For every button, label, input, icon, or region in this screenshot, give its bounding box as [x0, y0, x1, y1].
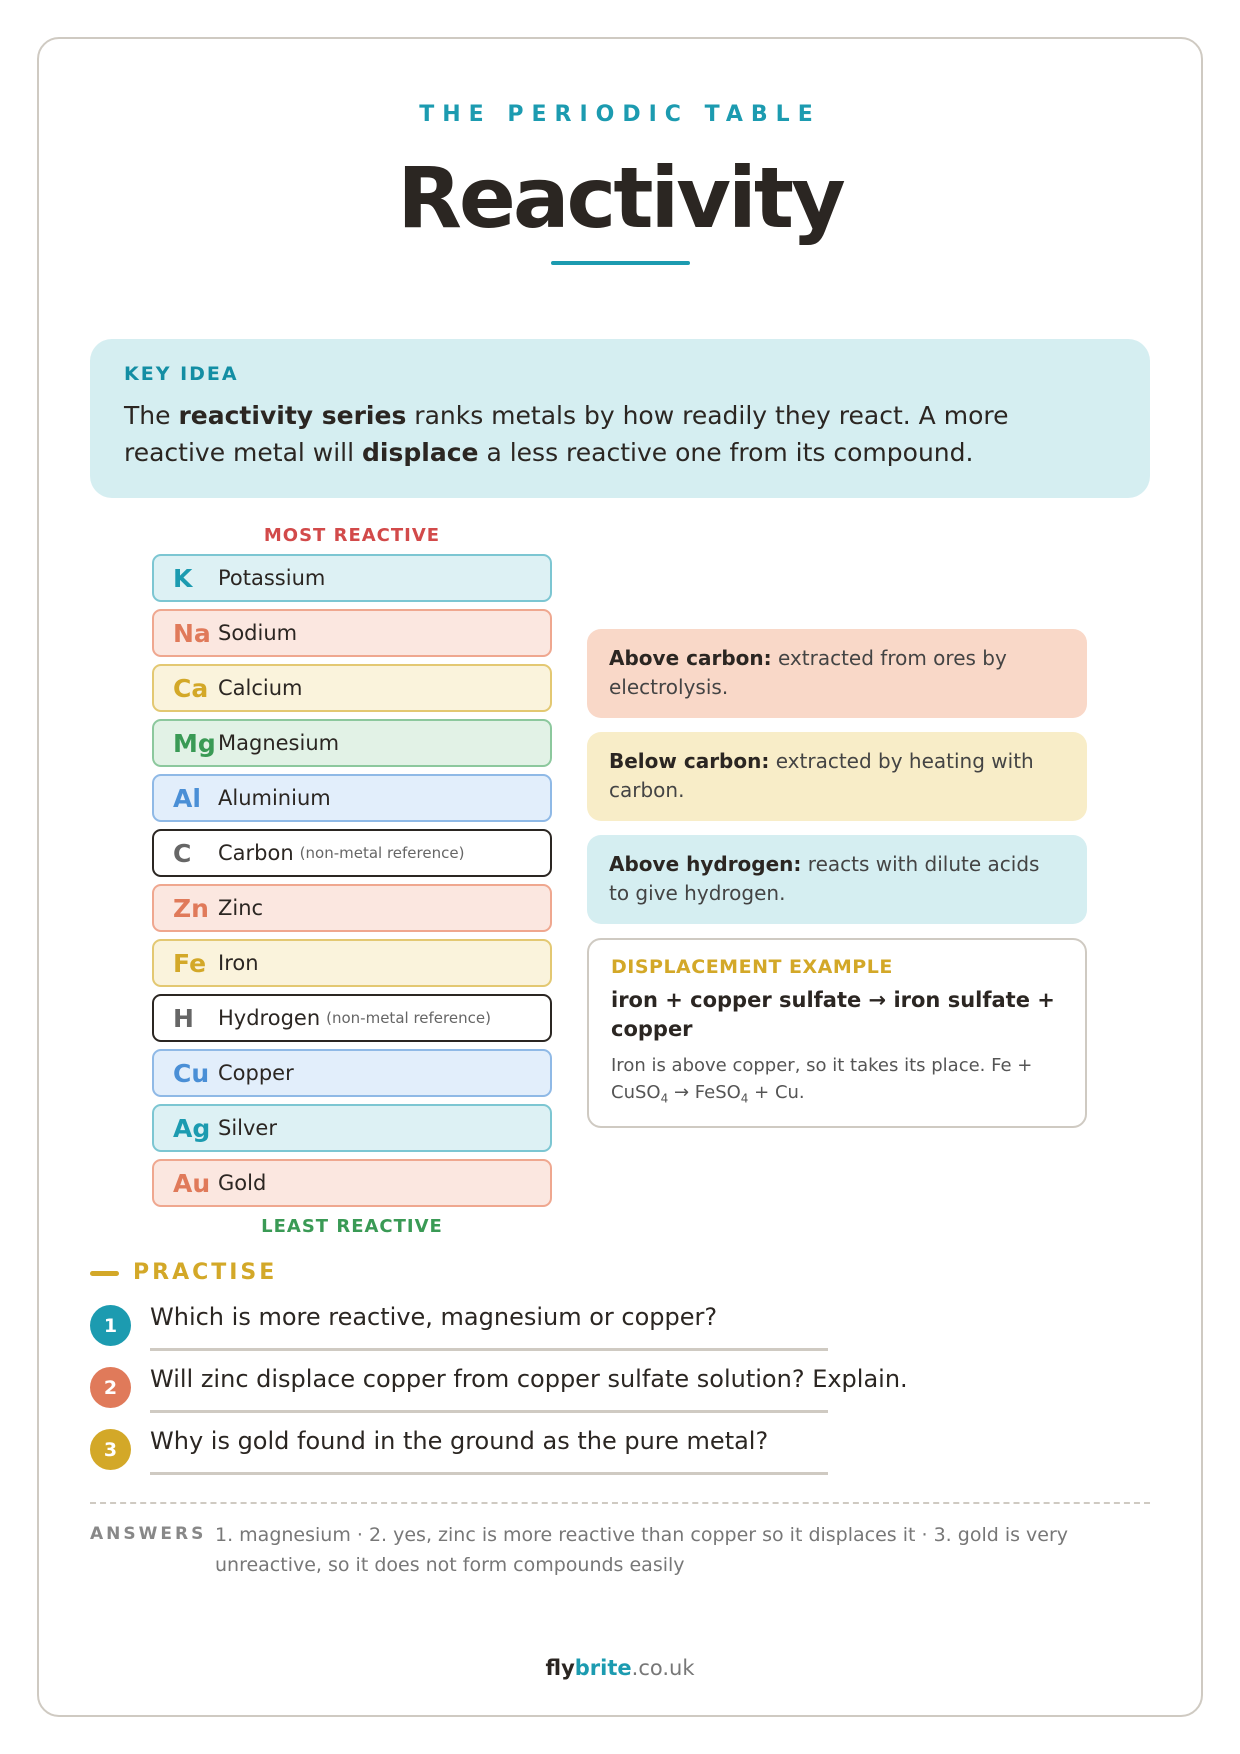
- explanation-text: + Cu.: [748, 1082, 805, 1103]
- series-row-silver: [152, 1104, 552, 1152]
- note-below-carbon: [587, 732, 1087, 821]
- displacement-explanation: [611, 1052, 1063, 1113]
- subscript: 4: [740, 1091, 749, 1106]
- question-number-badge: 2: [90, 1367, 131, 1408]
- answers-divider: [90, 1502, 1150, 1504]
- note-heading: Above carbon:: [609, 646, 772, 670]
- note-text: reacts with dilute acids to give hydrogen.: [609, 852, 1040, 905]
- explanation-text: Iron is above copper, so it takes its place. Fe + CuSO: [611, 1055, 1033, 1103]
- element-name: Silver: [218, 1116, 277, 1140]
- answers-label: ANSWERS: [90, 1524, 207, 1544]
- element-symbol: Fe: [173, 948, 207, 978]
- element-name: Aluminium: [218, 786, 331, 810]
- note-above-hydrogen: [587, 835, 1087, 924]
- least-reactive-label: LEAST REACTIVE: [261, 1216, 443, 1237]
- key-idea-box: [90, 339, 1150, 498]
- footer-brand: [0, 1656, 1240, 1680]
- element-symbol: H: [173, 1003, 194, 1033]
- series-row-carbon: [152, 829, 552, 877]
- series-row-aluminium: [152, 774, 552, 822]
- element-symbol: Mg: [173, 728, 216, 758]
- element-name: Potassium: [218, 566, 326, 590]
- element-symbol: Ag: [173, 1113, 211, 1143]
- element-name: Sodium: [218, 621, 298, 645]
- key-term-displace: displace: [362, 438, 479, 467]
- word-equation: iron + copper sulfate → iron sulfate + copper: [611, 988, 1055, 1041]
- element-note: (non-metal reference): [299, 844, 465, 862]
- title-underline: [551, 261, 690, 265]
- element-symbol: C: [173, 838, 192, 868]
- element-name: Carbon: [218, 841, 294, 865]
- element-symbol: Cu: [173, 1058, 210, 1088]
- answer-line[interactable]: [150, 1472, 828, 1475]
- series-row-iron: [152, 939, 552, 987]
- series-row-gold: [152, 1159, 552, 1207]
- question-text: Will zinc displace copper from copper sulfate solution? Explain.: [150, 1365, 908, 1393]
- element-symbol: Al: [173, 783, 201, 813]
- question-number-badge: 1: [90, 1305, 131, 1346]
- element-name: Hydrogen: [218, 1006, 321, 1030]
- most-reactive-label: MOST REACTIVE: [263, 525, 441, 546]
- element-name: Gold: [218, 1171, 267, 1195]
- note-text: extracted from ores by electrolysis.: [609, 646, 1007, 699]
- question-3: [90, 1424, 1150, 1482]
- answer-line[interactable]: [150, 1348, 828, 1351]
- question-1: [90, 1300, 1150, 1358]
- series-row-zinc: [152, 884, 552, 932]
- note-above-carbon: [587, 629, 1087, 718]
- element-symbol: Au: [173, 1168, 211, 1198]
- practise-accent-bar: [90, 1271, 119, 1276]
- element-name: Zinc: [218, 896, 264, 920]
- subscript: 4: [660, 1091, 669, 1106]
- element-name: Copper: [218, 1061, 294, 1085]
- key-idea-text: [124, 397, 1116, 471]
- question-text: Why is gold found in the ground as the pure metal?: [150, 1427, 769, 1455]
- question-number-badge: 3: [90, 1429, 131, 1470]
- series-row-sodium: [152, 609, 552, 657]
- element-note: (non-metal reference): [326, 1009, 491, 1027]
- displacement-label: DISPLACEMENT EXAMPLE: [611, 956, 893, 978]
- page-kicker: THE PERIODIC TABLE: [419, 102, 821, 127]
- element-symbol: Na: [173, 618, 211, 648]
- note-heading: Above hydrogen:: [609, 852, 802, 876]
- key-idea-text-part: ranks metals by how readily they react. A more reactive metal will: [124, 401, 1009, 467]
- note-text: extracted by heating with carbon.: [609, 749, 1034, 802]
- practise-heading: PRACTISE: [133, 1260, 278, 1285]
- page-title: Reactivity: [397, 149, 843, 247]
- note-heading: Below carbon:: [609, 749, 770, 773]
- explanation-text: → FeSO: [668, 1082, 741, 1103]
- series-row-calcium: [152, 664, 552, 712]
- element-name: Magnesium: [218, 731, 340, 755]
- series-row-copper: [152, 1049, 552, 1097]
- question-text: Which is more reactive, magnesium or copper?: [150, 1303, 718, 1331]
- key-term-reactivity-series: reactivity series: [178, 401, 407, 430]
- element-symbol: Zn: [173, 893, 209, 923]
- series-row-potassium: [152, 554, 552, 602]
- series-row-hydrogen: [152, 994, 552, 1042]
- element-symbol: Ca: [173, 673, 209, 703]
- element-symbol: K: [173, 563, 193, 593]
- brand-fly: fly: [545, 1656, 575, 1680]
- key-idea-label: KEY IDEA: [124, 363, 239, 385]
- answers-text: 1. magnesium · 2. yes, zinc is more reactive than copper so it displaces it · 3. gold is very unreactive, so it does not form compounds easily: [215, 1524, 1069, 1576]
- key-idea-text-part: The: [124, 401, 179, 430]
- brand-brite: brite: [574, 1656, 632, 1680]
- element-name: Calcium: [218, 676, 303, 700]
- displacement-example-box: [587, 938, 1087, 1128]
- element-name: Iron: [218, 951, 259, 975]
- key-idea-text-part: a less reactive one from its compound.: [478, 438, 974, 467]
- answer-line[interactable]: [150, 1410, 828, 1413]
- question-2: [90, 1362, 1150, 1420]
- series-row-magnesium: [152, 719, 552, 767]
- brand-domain: .co.uk: [631, 1656, 695, 1680]
